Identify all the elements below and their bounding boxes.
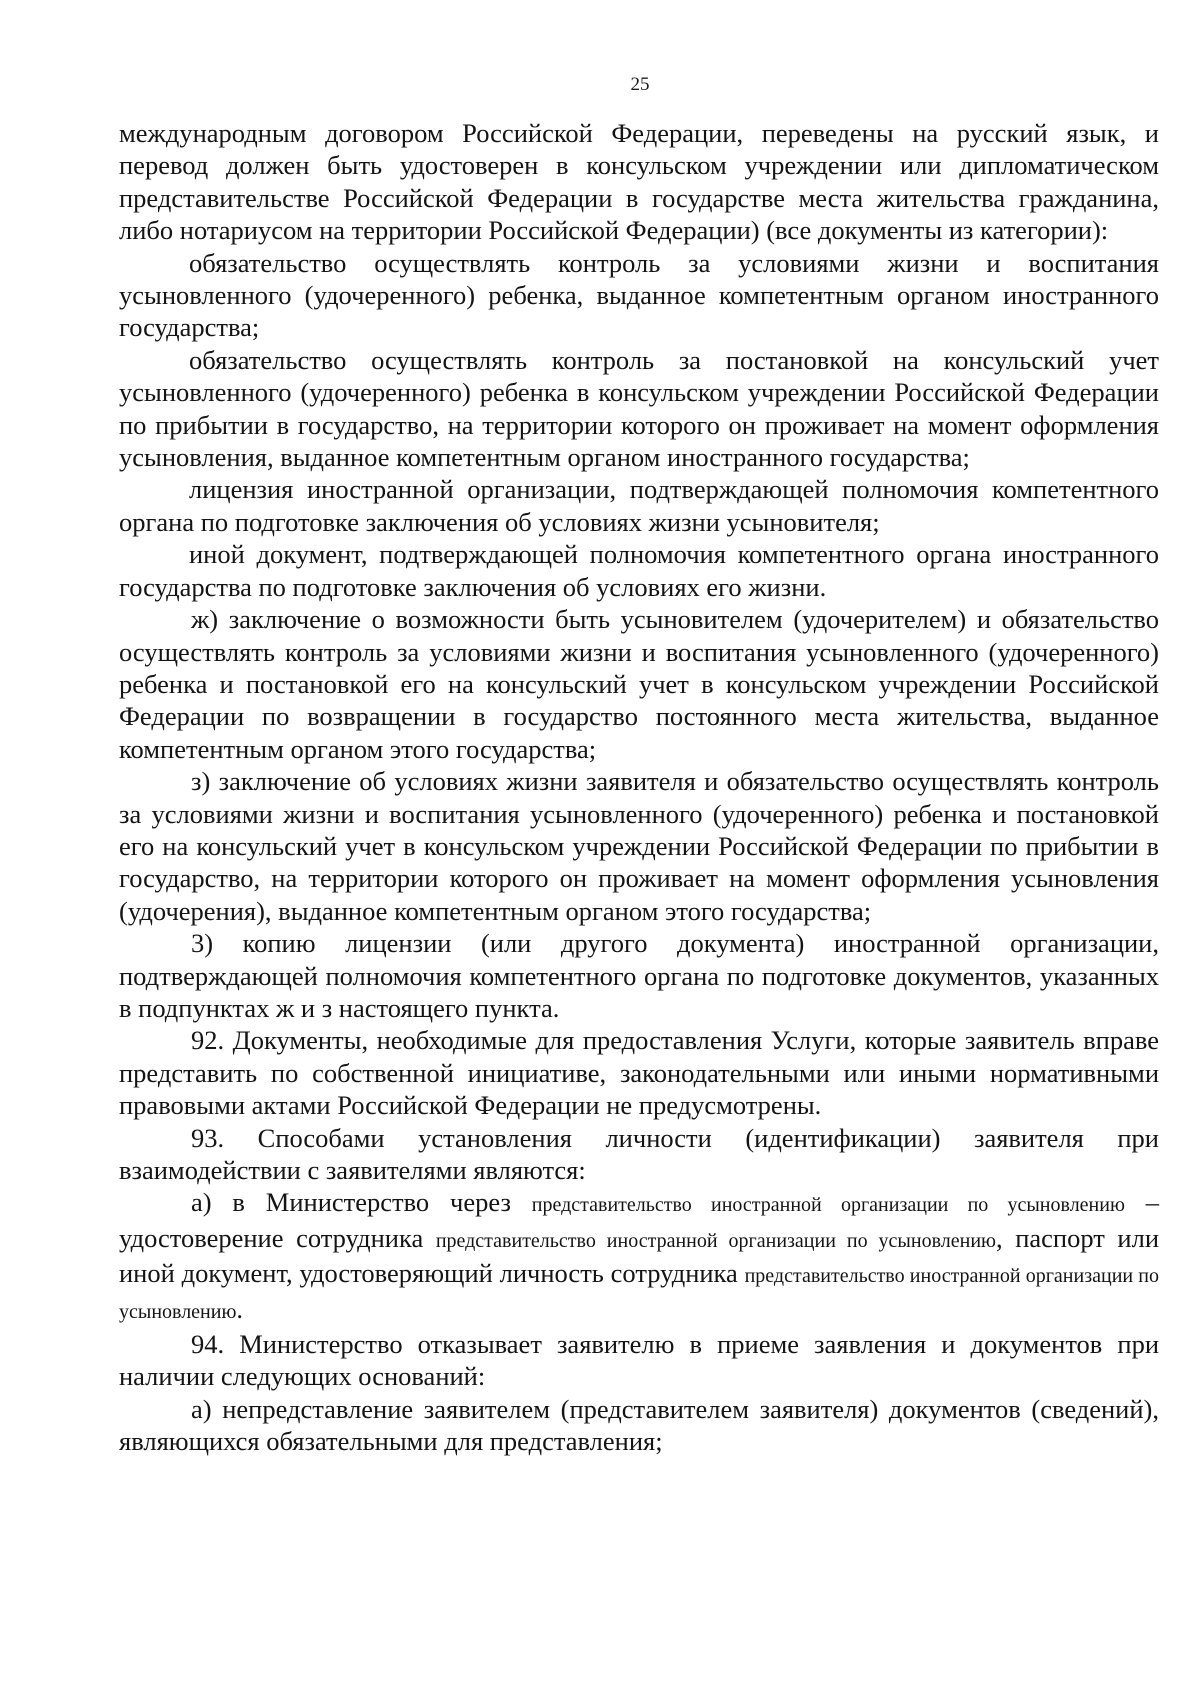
text-segment: . <box>236 1293 244 1324</box>
page-number: 25 <box>630 74 650 95</box>
paragraph-obligation-control: обязательство осуществлять контроль за условиями жизни и воспитания усыновленного (удочеренного) ребенка, выданное компетентным органом иностранного государства; <box>119 247 1159 343</box>
paragraph-94: 94. Министерство отказывает заявителю в приеме заявления и документов при наличии следующих оснований: <box>119 1329 1159 1392</box>
paragraph-92: 92. Документы, необходимые для предоставления Услуги, которые заявитель вправе представить по собственной инициативе, законодательными или иными нормативными правовыми актами Российской Федерации не предусмотрены. <box>119 1025 1159 1121</box>
document-body <box>119 117 1159 1458</box>
paragraph-license: лицензия иностранной организации, подтверждающей полномочия компетентного органа по подготовке заключения об условиях жизни усыновителя; <box>119 474 1159 537</box>
text-segment: а) в Министерство через <box>191 1187 532 1218</box>
text-segment: , паспорт или иной документ, удостоверяющий личность сотрудника <box>119 1222 1159 1289</box>
paragraph-continuation: международным договором Российской Федерации, переведены на русский язык, и перевод должен быть удостоверен в консульском учреждении или дипломатическом представительстве Российской Федерации в государстве места жительства гражданина, либо нотариусом на территории Российской Федерации) (все документы из категории): <box>119 118 1159 246</box>
paragraph-item-z: з) заключение об условиях жизни заявителя и обязательство осуществлять контроль за условиями жизни и воспитания усыновленного (удочеренного) ребенка и постановкой его на консульский учет в консульском учреждении Российской Федерации по прибытии в государство, на территории которого он проживает на момент оформления усыновления (удочерения), выданное компетентным органом этого государства; <box>119 766 1159 926</box>
paragraph-other-document: иной документ, подтверждающей полномочия компетентного органа иностранного государства по подготовке заключения об условиях его жизни. <box>119 539 1159 602</box>
paragraph-item-zh: ж) заключение о возможности быть усыновителем (удочерителем) и обязательство осуществлять контроль за условиями жизни и воспитания усыновленного (удочеренного) ребенка и постановкой его на консульский учет в консульском учреждении Российской Федерации по возвращении в государство постоянного места жительства, выданное компетентным органом этого государства; <box>119 604 1159 764</box>
text-segment-small: представительство иностранной организации по усыновлению <box>531 1194 1125 1217</box>
paragraph-94-a: а) непредставление заявителем (представителем заявителя) документов (сведений), являющихся обязательными для представления; <box>119 1393 1159 1457</box>
paragraph-obligation-consular: обязательство осуществлять контроль за постановкой на консульский учет усыновленного (удочеренного) ребенка в консульском учреждении Российской Федерации по прибытии в государство, на территории которого он проживает на момент оформления усыновления, выданное компетентным органом иностранного государства; <box>119 344 1159 473</box>
paragraph-item-3: 3) копию лицензии (или другого документа) иностранной организации, подтверждающей полномочия компетентного органа по подготовке документов, указанных в подпунктах ж и з настоящего пункта. <box>119 928 1159 1023</box>
text-segment: – удостоверение сотрудника <box>119 1187 1160 1253</box>
text-segment-small: представительство иностранной организации по усыновлению <box>119 1265 1159 1323</box>
paragraph-93: 93. Способами установления личности (идентификации) заявителя при взаимодействии с заявителями являются: <box>119 1122 1159 1185</box>
text-segment-small: представительство иностранной организации по усыновлению <box>435 1229 996 1252</box>
paragraph-93-a <box>119 1186 1159 1328</box>
